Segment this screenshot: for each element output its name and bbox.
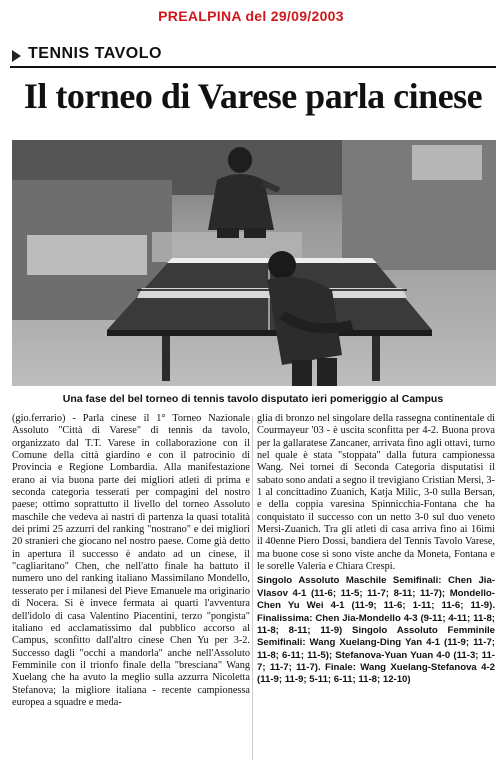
headline: Il torneo di Varese parla cinese — [23, 76, 483, 116]
section-label: TENNIS TAVOLO — [28, 45, 162, 62]
column-divider — [252, 416, 253, 760]
section-header — [10, 42, 496, 68]
table-tennis-photo — [12, 140, 496, 386]
article-text-left: (gio.ferrario) - Parla cinese il 1° Torneo Nazionale Assoluto "Città di Varese" di tennis da tavolo, organizzato dal T.T. Varese in collaborazione con il Comune della città giardino e con il patrocinio di Provincia e Regione Lombardia. Alla manifestazione erano ai via buona parte dei migliori atleti di prima e seconda categoria tesserati per compagini del nostro paese; ottimo soprattutto il livello del torneo Assoluto maschile che vedeva ai nastri di partenza la quasi totalità dei primi 25 azzurri del ranking "nostrano" e dei migliori 20 stranieri che giocano nel nostro paese. Come già detto in apertura il successo è andato ad un cinese, il "cagliaritano" Chen, che nell'atto finale ha battuto il numero uno del ranking italiano Massimilano Mondello, tesserato per i milanesi del Pieve Emanuele ma originario di Nocera. Si è invece fermata ai quarti l'avventura dell'idolo di casa Valentino Piacentini, terzo "pongista" italiano ed acclamatissimo dal pubblico accorso al Campus, sconfitto dall'altro cinese Chen Yu per 3-2. Successo dagli "occhi a mandorla" anche nell'Assoluto Femminile con il trionfo finale della "bresciana" Wang Xuelang che ha avuto la meglio sulla azzurra Nicoletta Stefanova; la migliore italiana - recente campionessa europea a squadre e meda- — [12, 413, 250, 708]
masthead: PREALPINA del 29/09/2003 — [158, 8, 344, 24]
photo-caption: Una fase del bel torneo di tennis tavolo disputato ieri pomeriggio al Campus — [62, 393, 444, 405]
photo-illustration — [12, 140, 496, 386]
article-text-right: glia di bronzo nel singolare della rassegna continentale di Courmayeur '03 - è uscita sconfitta per 4-2. Buona prova per la gallaratese Zancaner, arrivata fino agli ottavi, turno nel quale è stata "stoppata" dalla futura campionessa Wang. Nei tornei di Seconda Categoria disputatisi il sabato sono andati a segno il trevigiano Cristian Mersi, 3-1 al concittadino Zuanich, Katja Milic, 3-0 sulla Bersan, e della coppia varesina Spinnicchia-Fontana che ha conquistato il successo con un netto 3-0 sul duo veneto Mersi-Zuanich. Tra gli atleti di casa arriva fino ai 16imi il 40enne Piero Dossi, bandiera del Tennis Tavolo Varese, ma buone cose si sono viste anche da Moneta, Fontana e le sorelle Valeria e Chiara Crespi. — [257, 413, 495, 573]
results-text: Singolo Assoluto Maschile Semifinali: Chen Jia-Vlasov 4-1 (11-6; 11-5; 11-7; 8-11; 11-7); Mondello-Chen Yu Wei 4-1 (11-9; 11-6; 1-11; 11-6; 11-9). Finalissima: Chen Jia-Mondello 4-3 (9-11; 4-11; 11-8; 11-8; 8-11; 11-9) Singolo Assoluto Femminile Semifinali: Wang Xuelang-Ding Yan 4-1 (11-9; 11-7; 11-8; 6-11; 11-5); Stefanova-Yuan Yuan 4-0 (11-3; 11-7; 11-7; 11-7). Finale: Wang Xuelang-Stefanova 4-2 (11-9; 11-9; 5-11; 6-11; 11-8; 12-10) — [257, 575, 495, 686]
article-column-right — [257, 413, 495, 687]
triangle-marker-icon — [12, 50, 21, 62]
article-column-left — [12, 413, 250, 709]
